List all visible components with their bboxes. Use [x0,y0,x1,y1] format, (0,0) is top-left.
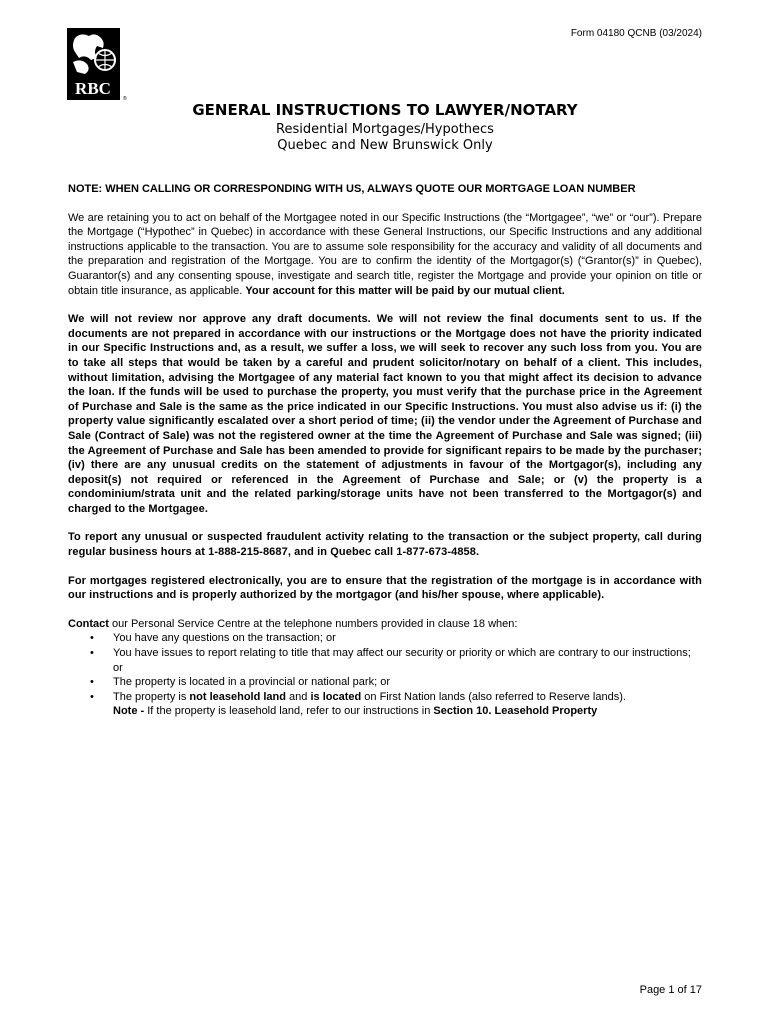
list-item [68,675,702,690]
list-item [68,646,702,675]
list-item [68,690,702,719]
list-item-text: and [286,690,311,703]
paragraph-retainer-text: We are retaining you to act on behalf of the Mortgagee noted in our Specific Instructions (the “Mortgagee”, “we” or “our”). Prepare the Mortgage (“Hypothec” in Quebec) in accordance with these General Instructions, our Specific Instructions and any additional instructions applicable to the transaction. You are to assume sole responsibility for the accuracy and validity of all documents and the preparation and registration of the Mortgage. You are to confirm the identity of the Mortgagor(s) (“Grantor(s)” in Quebec), Guarantor(s) and any consenting spouse, investigate and search title, register the Mortgage and provide your opinion on title or obtain title insurance, as applicable. [68,211,702,297]
list-item-bold: not leasehold land [189,690,286,703]
bullet-icon: • [90,676,94,689]
contact-section [68,617,702,719]
form-number: Form 04180 QCNB (03/2024) [570,28,702,39]
leasehold-note-label: Note - [113,705,145,718]
list-item-text: You have any questions on the transaction; or [113,632,336,645]
list-item-text: The property is located in a provincial or national park; or [113,676,390,689]
leasehold-note-text: If the property is leasehold land, refer to our instructions in [144,705,434,718]
subtitle-line-1: Residential Mortgages/Hypothecs [276,122,494,137]
rbc-lion-shield-icon [67,28,125,102]
contact-lead-text: our Personal Service Centre at the telephone numbers provided in clause 18 when: [108,617,518,630]
document-body [68,182,702,719]
list-item-text: The property is [113,690,190,703]
bullet-icon: • [90,632,94,645]
bullet-icon: • [90,690,94,703]
svg-text:®: ® [123,96,127,102]
contact-bullet-list [68,631,702,719]
paragraph-retainer [68,211,702,299]
paragraph-retainer-bold: Your account for this matter will be paid by our mutual client. [245,284,565,297]
paragraph-review: We will not review nor approve any draft documents. We will not review the final documents sent to us. If the documents are not prepared in accordance with our instructions or the Mortgage does not have the priority indicated in our Specific Instructions and, as a result, we suffer a loss, we will seek to recover any such loss from you. You are to take all steps that would be taken by a careful and prudent solicitor/notary on behalf of a client. This includes, without limitation, advising the Mortgagee of any material fact known to you that might affect its decision to advance the loan. If the funds will be used to purchase the property, you must verify that the purchase price in the Agreement of Purchase and Sale is the same as the price indicated in our Specific Instructions. You must also advise us if: (i) the property value significantly escalated over a short period of time; (ii) the vendor under the Agreement of Purchase and Sale (Contract of Sale) was not the registered owner at the time the Agreement of Purchase and Sale was signed; (iii) the Agreement of Purchase and Sale has been amended to provide for significant repairs to be made by the purchaser; (iv) there are any unusual credits on the statement of adjustments in favour of the Mortgagor(s), including any deposit(s) not required or referenced in the Agreement of Purchase and Sale; or (v) the property is a condominium/strata unit and the related parking/storage units have not been transferred to the Mortgagor(s) and charged to the Mortgagee. [68,313,702,515]
contact-lead-bold: Contact [68,617,109,630]
paragraph-electronic-registration: For mortgages registered electronically, you are to ensure that the registration of the mortgage is in accordance with our instructions and is properly authorized by the mortgagor (and his/her spouse, where applicable). [68,574,702,602]
logo-text: RBC [75,79,111,98]
subtitle-line-2: Quebec and New Brunswick Only [277,138,493,153]
rbc-logo [67,28,125,102]
list-item [68,631,702,646]
list-item-text: on First Nation lands (also referred to Reserve lands). [361,690,626,703]
note-heading: NOTE: WHEN CALLING OR CORRESPONDING WITH US, ALWAYS QUOTE OUR MORTGAGE LOAN NUMBER [68,183,636,195]
leasehold-section-reference: Section 10. Leasehold Property [433,705,598,718]
contact-lead [68,617,702,632]
list-item-text: You have issues to report relating to title that may affect our security or priority or which are contrary to our instructions; or [113,647,691,674]
list-item-bold: is located [310,690,362,703]
page-title: GENERAL INSTRUCTIONS TO LAWYER/NOTARY [192,101,578,119]
bullet-icon: • [90,647,94,660]
page-number: Page 1 of 17 [639,984,702,996]
paragraph-fraud-report: To report any unusual or suspected fraudulent activity relating to the transaction or the subject property, call during regular business hours at 1-888-215-8687, and in Quebec call 1-877-673-4858. [68,531,702,559]
